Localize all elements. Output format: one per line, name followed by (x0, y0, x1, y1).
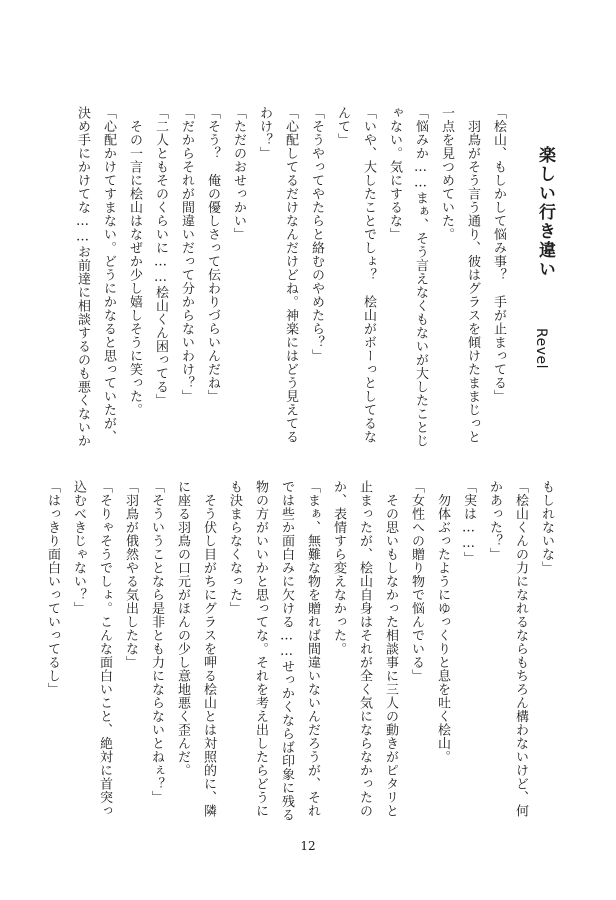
text-line: 「実は……」 (461, 480, 476, 565)
text-line: 勿体ぶったようにゆっくりと息を吐く桧山。 (435, 480, 450, 764)
text-line: 「悩みか……まぁ、そう言えなくもないが大したことじ (413, 106, 428, 448)
text-line: では些か面白みに欠ける……せっかくならば印象に残る (279, 480, 294, 822)
text-line: 「桧山、もしかして悩み事？ 手が止まってる」 (491, 106, 506, 403)
text-line: 「だからそれが間違いだって分からないわけ？」 (179, 106, 194, 403)
text-line: 「そう？ 俺の優しさって伝わりづらいんだね」 (205, 106, 220, 403)
text-line: 「心配してるだけなんだけどね。神楽にはどう見えてる (283, 106, 298, 444)
text-line: その思いもしなかった相談事に三人の動きがピタリと (383, 480, 398, 818)
text-line: 「そりゃそうでしょ。こんな面白いこと、絶対に首突っ (97, 480, 112, 818)
page-number: 12 (300, 839, 316, 853)
text-line: 「ただのおせっかい」 (231, 106, 246, 241)
text-line: 羽鳥がそう言う通り、彼はグラスを傾けたままじっと (465, 106, 480, 444)
text-line: ゃない。気にするな」 (387, 106, 402, 241)
text-line: 「そうやってやたらと絡むのやめたら？」 (309, 106, 324, 363)
text-line: 「いや、大したことでしょ？ 桧山がボーっとしてるな (361, 106, 376, 444)
text-line: わけ？」 (257, 106, 272, 160)
text-line: 「女性への贈り物で悩んでいる」 (409, 480, 424, 683)
text-line: 決め手にかけてな……お前達に相談するのも悪くないか (75, 106, 90, 448)
text-line: も決まらなくなった」 (227, 480, 242, 615)
text-line: 「心配かけてすまない。どうにかなると思っていたが、 (101, 106, 116, 444)
text-line: 「二人ともそのくらいに……桧山くん困ってる」 (153, 106, 168, 407)
author-name: Revel (533, 328, 549, 369)
text-line: 「まぁ、無難な物を贈れば間違いないんだろうが、それ (305, 480, 320, 818)
text-line: か、表情すら変えなかった。 (331, 480, 346, 656)
text-line: 物の方がいいかと思ってな。それを考え出したらどうに (253, 480, 268, 818)
text-line: 「そういうことなら是非とも力にならないとねぇ？」 (149, 480, 164, 804)
lower-text-block (0, 480, 616, 822)
text-line: 「はっきり面白いっていってるし」 (45, 480, 60, 696)
text-line: 止まったが、桧山自身はそれが全く気にならなかったの (357, 480, 372, 818)
text-line: かあった？」 (487, 480, 502, 561)
text-line: に座る羽鳥の口元がほんの少し意地悪く歪んだ。 (175, 480, 190, 777)
text-line: んて」 (335, 106, 350, 147)
text-line: 込むべきじゃない？」 (71, 480, 86, 615)
text-line: 「桧山くんの力になれるならもちろん構わないけど、何 (513, 480, 528, 818)
story-title: 楽しい行き違い (535, 146, 555, 279)
text-line: その一言に桧山はなぜか少し嬉しそうに笑った。 (127, 106, 142, 417)
text-line: そう伏し目がちにグラスを呷る桧山とは対照的に、隣 (201, 480, 216, 818)
text-line: 一点を見つめていた。 (439, 106, 454, 241)
text-line: もしれないな」 (539, 480, 554, 575)
text-line: 「羽鳥が俄然やる気出したな」 (123, 480, 138, 669)
upper-text-block (0, 106, 616, 448)
